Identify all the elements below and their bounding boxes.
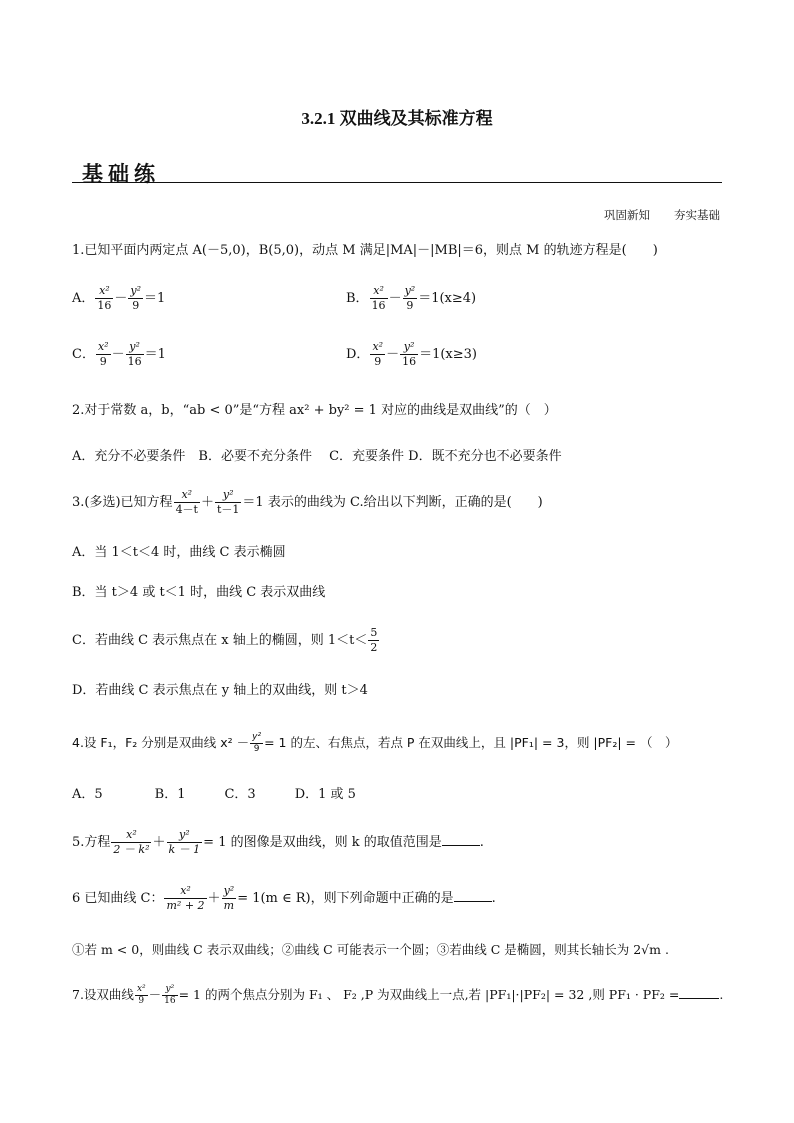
question-2-stem: 2.对于常数 a，b，“ab < 0”是“方程 ax² + by² = 1 对应的曲线是双曲线”的（ ） bbox=[72, 403, 557, 418]
question-3-option-c: C．若曲线 C 表示焦点在 x 轴上的椭圆，则 1＜t＜ $\frac{5}{2}$ bbox=[72, 626, 378, 654]
question-6-stem: 6 已知曲线 C： $\frac{\text{x²}}{\text{m² + 2}}$ ＋ $\frac{\text{y²}}{m}$ = 1(m ∈ R)，则下列命题中正确的是 . bbox=[72, 884, 496, 912]
answer-blank bbox=[454, 891, 492, 902]
question-2-options: A．充分不必要条件 B．必要不充分条件 C．充要条件 D．既不充分也不必要条件 bbox=[72, 449, 562, 464]
page-title: 3.2.1 双曲线及其标准方程 bbox=[301, 109, 493, 128]
question-1-stem: 1.已知平面内两定点 A(－5,0)，B(5,0)，动点 M 满足|MA|－|MB|＝6，则点 M 的轨迹方程是( ) bbox=[72, 243, 658, 258]
question-1-option-c: C． $\frac{\text{x²}}{9}$ － $\frac{\text{y²}}{16}$ ＝1 bbox=[72, 340, 166, 368]
answer-blank bbox=[679, 988, 719, 999]
tagline-1: 巩固新知 bbox=[604, 208, 650, 222]
section-label: 基础练 bbox=[82, 162, 160, 186]
question-3-option-b: B．当 t＞4 或 t＜1 时，曲线 C 表示双曲线 bbox=[72, 585, 326, 600]
question-1-option-a: A． $\frac{\text{x²}}{16}$ － $\frac{\text{y²}}{9}$ ＝1 bbox=[72, 284, 166, 312]
section-divider bbox=[72, 182, 722, 183]
question-3-option-a: A．当 1＜t＜4 时，曲线 C 表示椭圆 bbox=[72, 545, 286, 560]
question-3-option-d: D．若曲线 C 表示焦点在 y 轴上的双曲线，则 t＞4 bbox=[72, 683, 368, 698]
question-3-stem: 3.(多选)已知方程 $\frac{\text{x²}}{4-t}$ ＋ $\frac{\text{y²}}{t-1}$ ＝1 表示的曲线为 C.给出以下判断，正确的是( ) bbox=[72, 488, 543, 516]
question-7-stem: 7.设双曲线 $\frac{\text{x²}}{9}$ － $\frac{\text{y²}}{16}$ = 1 的两个焦点分别为 F₁ 、 F₂ ,P 为双曲线上一点,若 |PF₁|·|PF₂| = 32 ,则 PF₁ · PF₂ = . bbox=[72, 984, 724, 1006]
answer-blank bbox=[442, 835, 480, 846]
question-1-option-b: B． $\frac{\text{x²}}{16}$ － $\frac{\text{y²}}{9}$ ＝1(x≥4) bbox=[346, 284, 477, 312]
question-4-options: A．5 B．1 C．3 D．1 或 5 bbox=[72, 787, 356, 802]
question-6-propositions: ①若 m < 0，则曲线 C 表示双曲线；②曲线 C 可能表示一个圆；③若曲线 C 是椭圆，则其长轴长为 2√m . bbox=[72, 942, 669, 957]
tagline-2: 夯实基础 bbox=[674, 208, 720, 222]
question-1-option-d: D． $\frac{\text{x²}}{9}$ － $\frac{\text{y²}}{16}$ ＝1(x≥3) bbox=[346, 340, 477, 368]
section-tagline bbox=[604, 207, 720, 223]
question-5-stem: 5.方程 $\frac{\text{x²}}{\text{2 － k²}}$ ＋ $\frac{\text{y²}}{k - 1}$ = 1 的图像是双曲线，则 k 的取值范围是 . bbox=[72, 828, 484, 856]
question-4-stem: 4.设 F₁，F₂ 分别是双曲线 x² － $\frac{\text{y²}}{9}$ = 1 的左、右焦点，若点 P 在双曲线上，且 |PF₁| = 3，则 |PF₂| = （ ） bbox=[72, 732, 678, 754]
